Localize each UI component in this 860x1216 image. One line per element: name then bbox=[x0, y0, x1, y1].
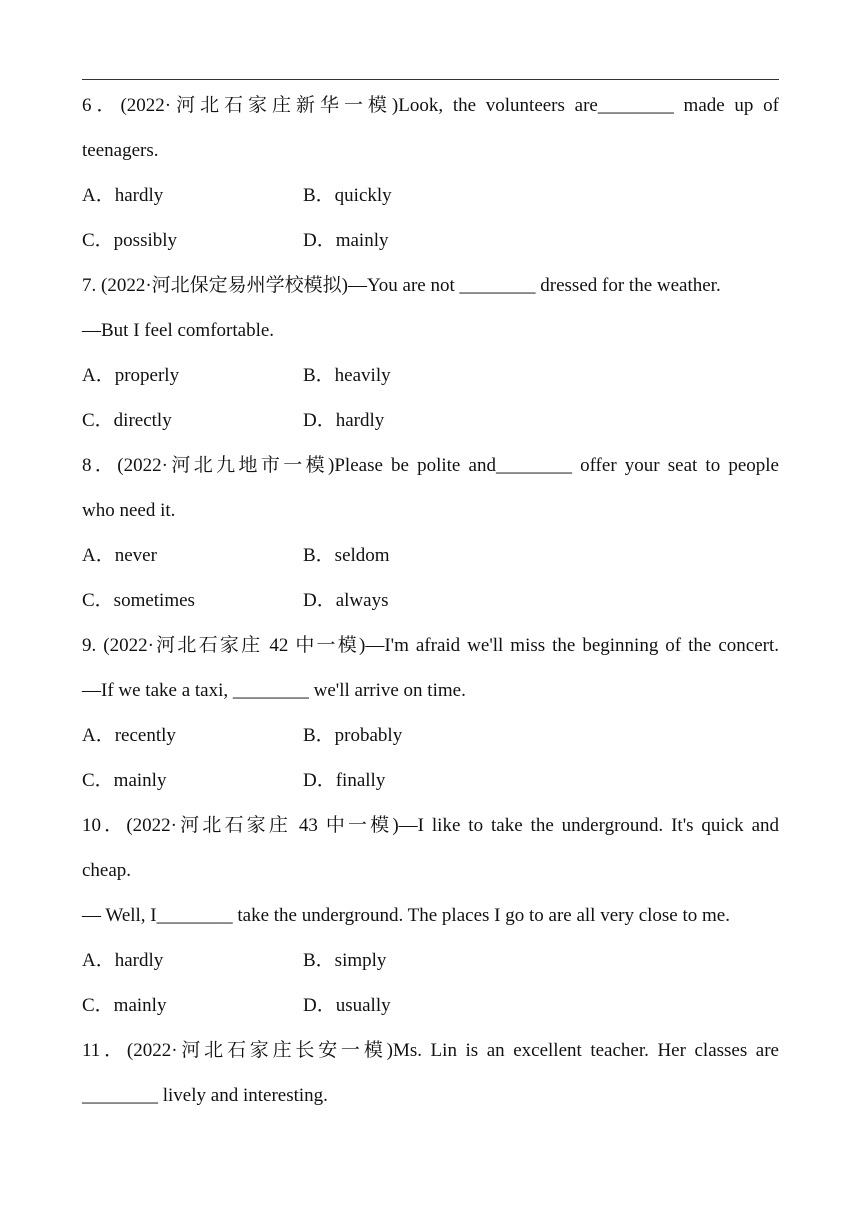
q8-option-c: C．sometimes bbox=[82, 590, 195, 611]
header-rule bbox=[82, 79, 779, 80]
q11-stem-line-2: ________ lively and interesting. bbox=[82, 1085, 328, 1106]
q6-option-b: B．quickly bbox=[303, 185, 392, 206]
q10-stem-line-2: cheap. bbox=[82, 860, 132, 881]
q7-option-a: A．properly bbox=[82, 365, 180, 386]
q6-option-a: A．hardly bbox=[82, 185, 164, 206]
q10-option-d: D．usually bbox=[303, 995, 391, 1016]
q7-stem-line-1: 7. (2022·河北保定易州学校模拟)—You are not ________ dressed for the weather. bbox=[82, 275, 721, 296]
q7-stem-line-2: —But I feel comfortable. bbox=[82, 320, 275, 341]
q10-option-c: C．mainly bbox=[82, 995, 167, 1016]
q8-stem-line-1: 8．(2022·河北九地市一模)Please be polite and________ offer your seat to people bbox=[82, 455, 779, 476]
q9-option-a: A．recently bbox=[82, 725, 176, 746]
q8-stem-line-2: who need it. bbox=[82, 500, 176, 521]
q9-option-c: C．mainly bbox=[82, 770, 167, 791]
q10-option-a: A．hardly bbox=[82, 950, 164, 971]
q7-option-c: C．directly bbox=[82, 410, 172, 431]
q7-option-b: B．heavily bbox=[303, 365, 391, 386]
q6-option-d: D．mainly bbox=[303, 230, 389, 251]
q9-option-d: D．finally bbox=[303, 770, 386, 791]
q9-option-b: B．probably bbox=[303, 725, 403, 746]
q10-option-b: B．simply bbox=[303, 950, 387, 971]
q9-stem-line-1: 9. (2022·河北石家庄 42 中一模)—I'm afraid we'll miss the beginning of the concert. bbox=[82, 635, 779, 656]
q10-stem-line-1: 10．(2022·河北石家庄 43 中一模)—I like to take the underground. It's quick and bbox=[82, 815, 779, 836]
q8-option-b: B．seldom bbox=[303, 545, 390, 566]
q8-option-d: D．always bbox=[303, 590, 389, 611]
q10-stem-line-3: — Well, I________ take the underground. The places I go to are all very close to me. bbox=[82, 905, 730, 926]
q6-option-c: C．possibly bbox=[82, 230, 178, 251]
q6-stem-line-1: 6．(2022·河北石家庄新华一模)Look, the volunteers are________ made up of bbox=[82, 95, 779, 116]
q11-stem-line-1: 11．(2022·河北石家庄长安一模)Ms. Lin is an excellent teacher. Her classes are bbox=[82, 1040, 779, 1061]
q6-stem-line-2: teenagers. bbox=[82, 140, 159, 161]
q9-stem-line-2: —If we take a taxi, ________ we'll arrive on time. bbox=[82, 680, 466, 701]
q8-option-a: A．never bbox=[82, 545, 157, 566]
q7-option-d: D．hardly bbox=[303, 410, 385, 431]
